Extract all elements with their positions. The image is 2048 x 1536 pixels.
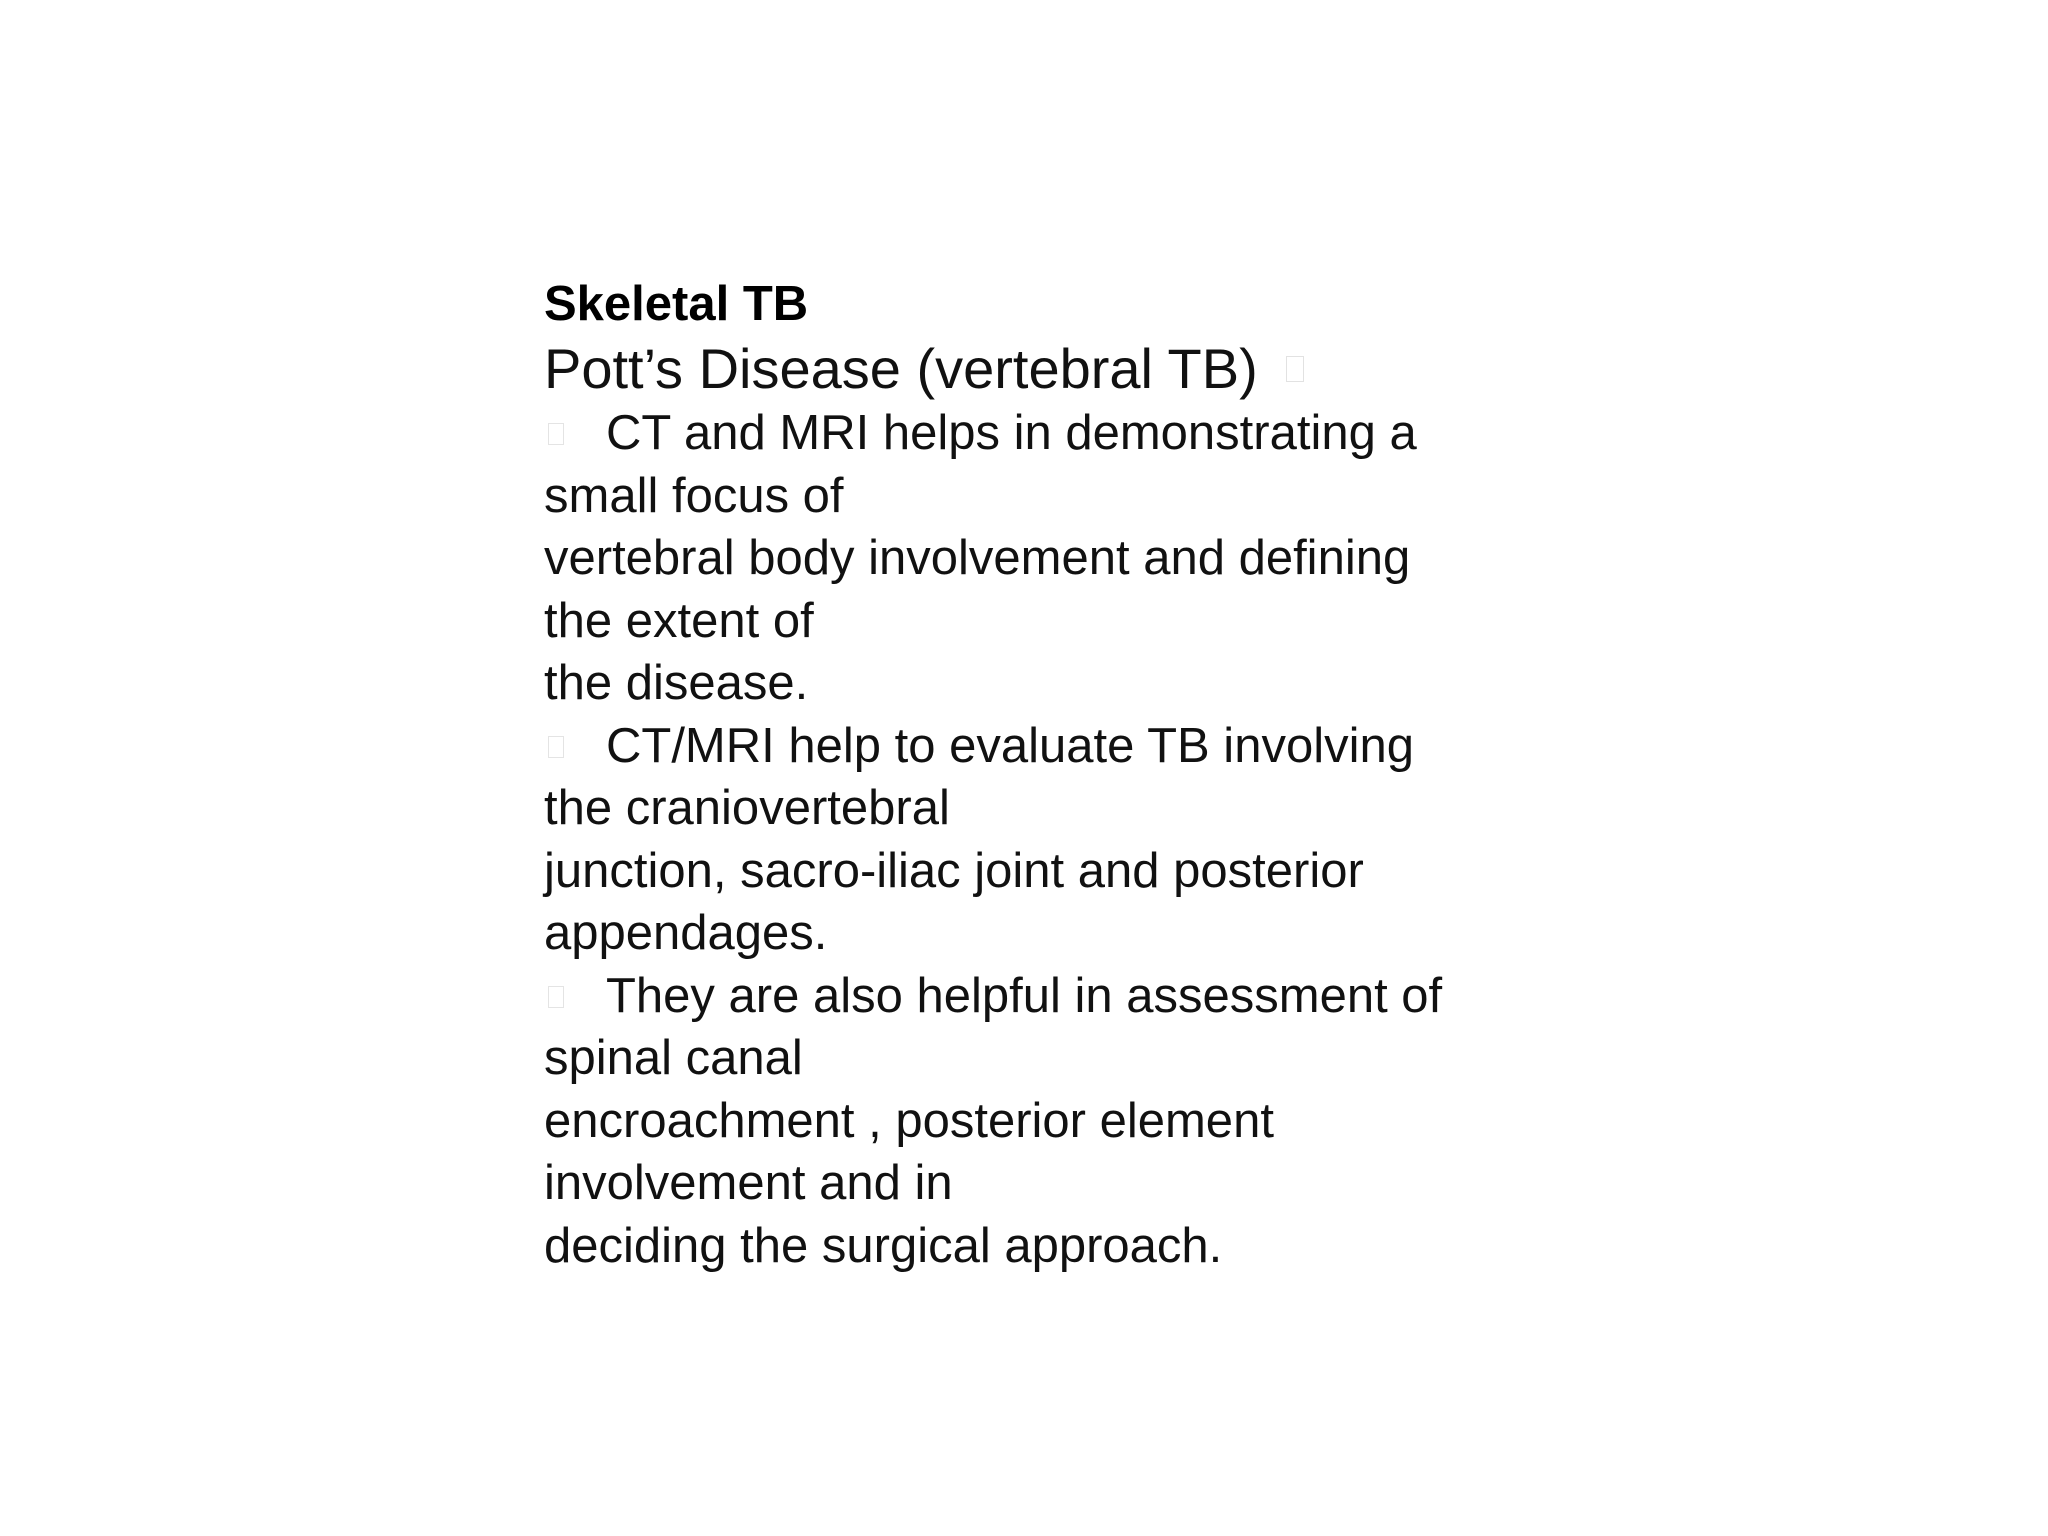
line-text: They are also helpful in assessment of: [606, 968, 1443, 1023]
line-text: spinal canal: [544, 1031, 803, 1085]
bullet-line: [544, 715, 1504, 778]
text-line: [544, 652, 1504, 715]
slide-body: [544, 402, 1504, 1277]
line-text: the craniovertebral: [544, 781, 950, 835]
line-text: CT/MRI help to evaluate TB involving: [606, 718, 1414, 773]
line-text: vertebral body involvement and defining: [544, 531, 1411, 585]
bullet-line: [544, 965, 1504, 1028]
missing-glyph-icon: [1286, 356, 1304, 382]
line-text: appendages.: [544, 906, 828, 960]
text-line: [544, 1215, 1504, 1278]
missing-glyph-bullet-icon: [548, 423, 564, 445]
subheading-text: Pott’s Disease (vertebral TB): [544, 337, 1258, 400]
slide-content: [544, 272, 1504, 1277]
slide-subheading: [544, 336, 1504, 402]
slide-heading: Skeletal TB: [544, 277, 809, 331]
line-text: encroachment , posterior element: [544, 1093, 1274, 1148]
text-line: [544, 1027, 1504, 1090]
missing-glyph-bullet-icon: [548, 986, 564, 1008]
line-text: deciding the surgical approach.: [544, 1218, 1223, 1273]
line-text: involvement and in: [544, 1156, 953, 1210]
bullet-line: [544, 402, 1504, 465]
line-text: junction, sacro-iliac joint and posterior: [544, 843, 1364, 898]
text-line: [544, 1090, 1504, 1153]
missing-glyph-bullet-icon: [548, 736, 564, 758]
line-text: CT and MRI helps in demonstrating a: [606, 406, 1417, 460]
text-line: [544, 840, 1504, 903]
text-line: [544, 465, 1504, 528]
text-line: [544, 777, 1504, 840]
text-line: [544, 590, 1504, 653]
text-line: [544, 527, 1504, 590]
line-text: the extent of: [544, 593, 814, 648]
text-line: [544, 1152, 1504, 1215]
line-text: the disease.: [544, 656, 809, 710]
text-line: [544, 902, 1504, 965]
line-text: small focus of: [544, 468, 844, 523]
